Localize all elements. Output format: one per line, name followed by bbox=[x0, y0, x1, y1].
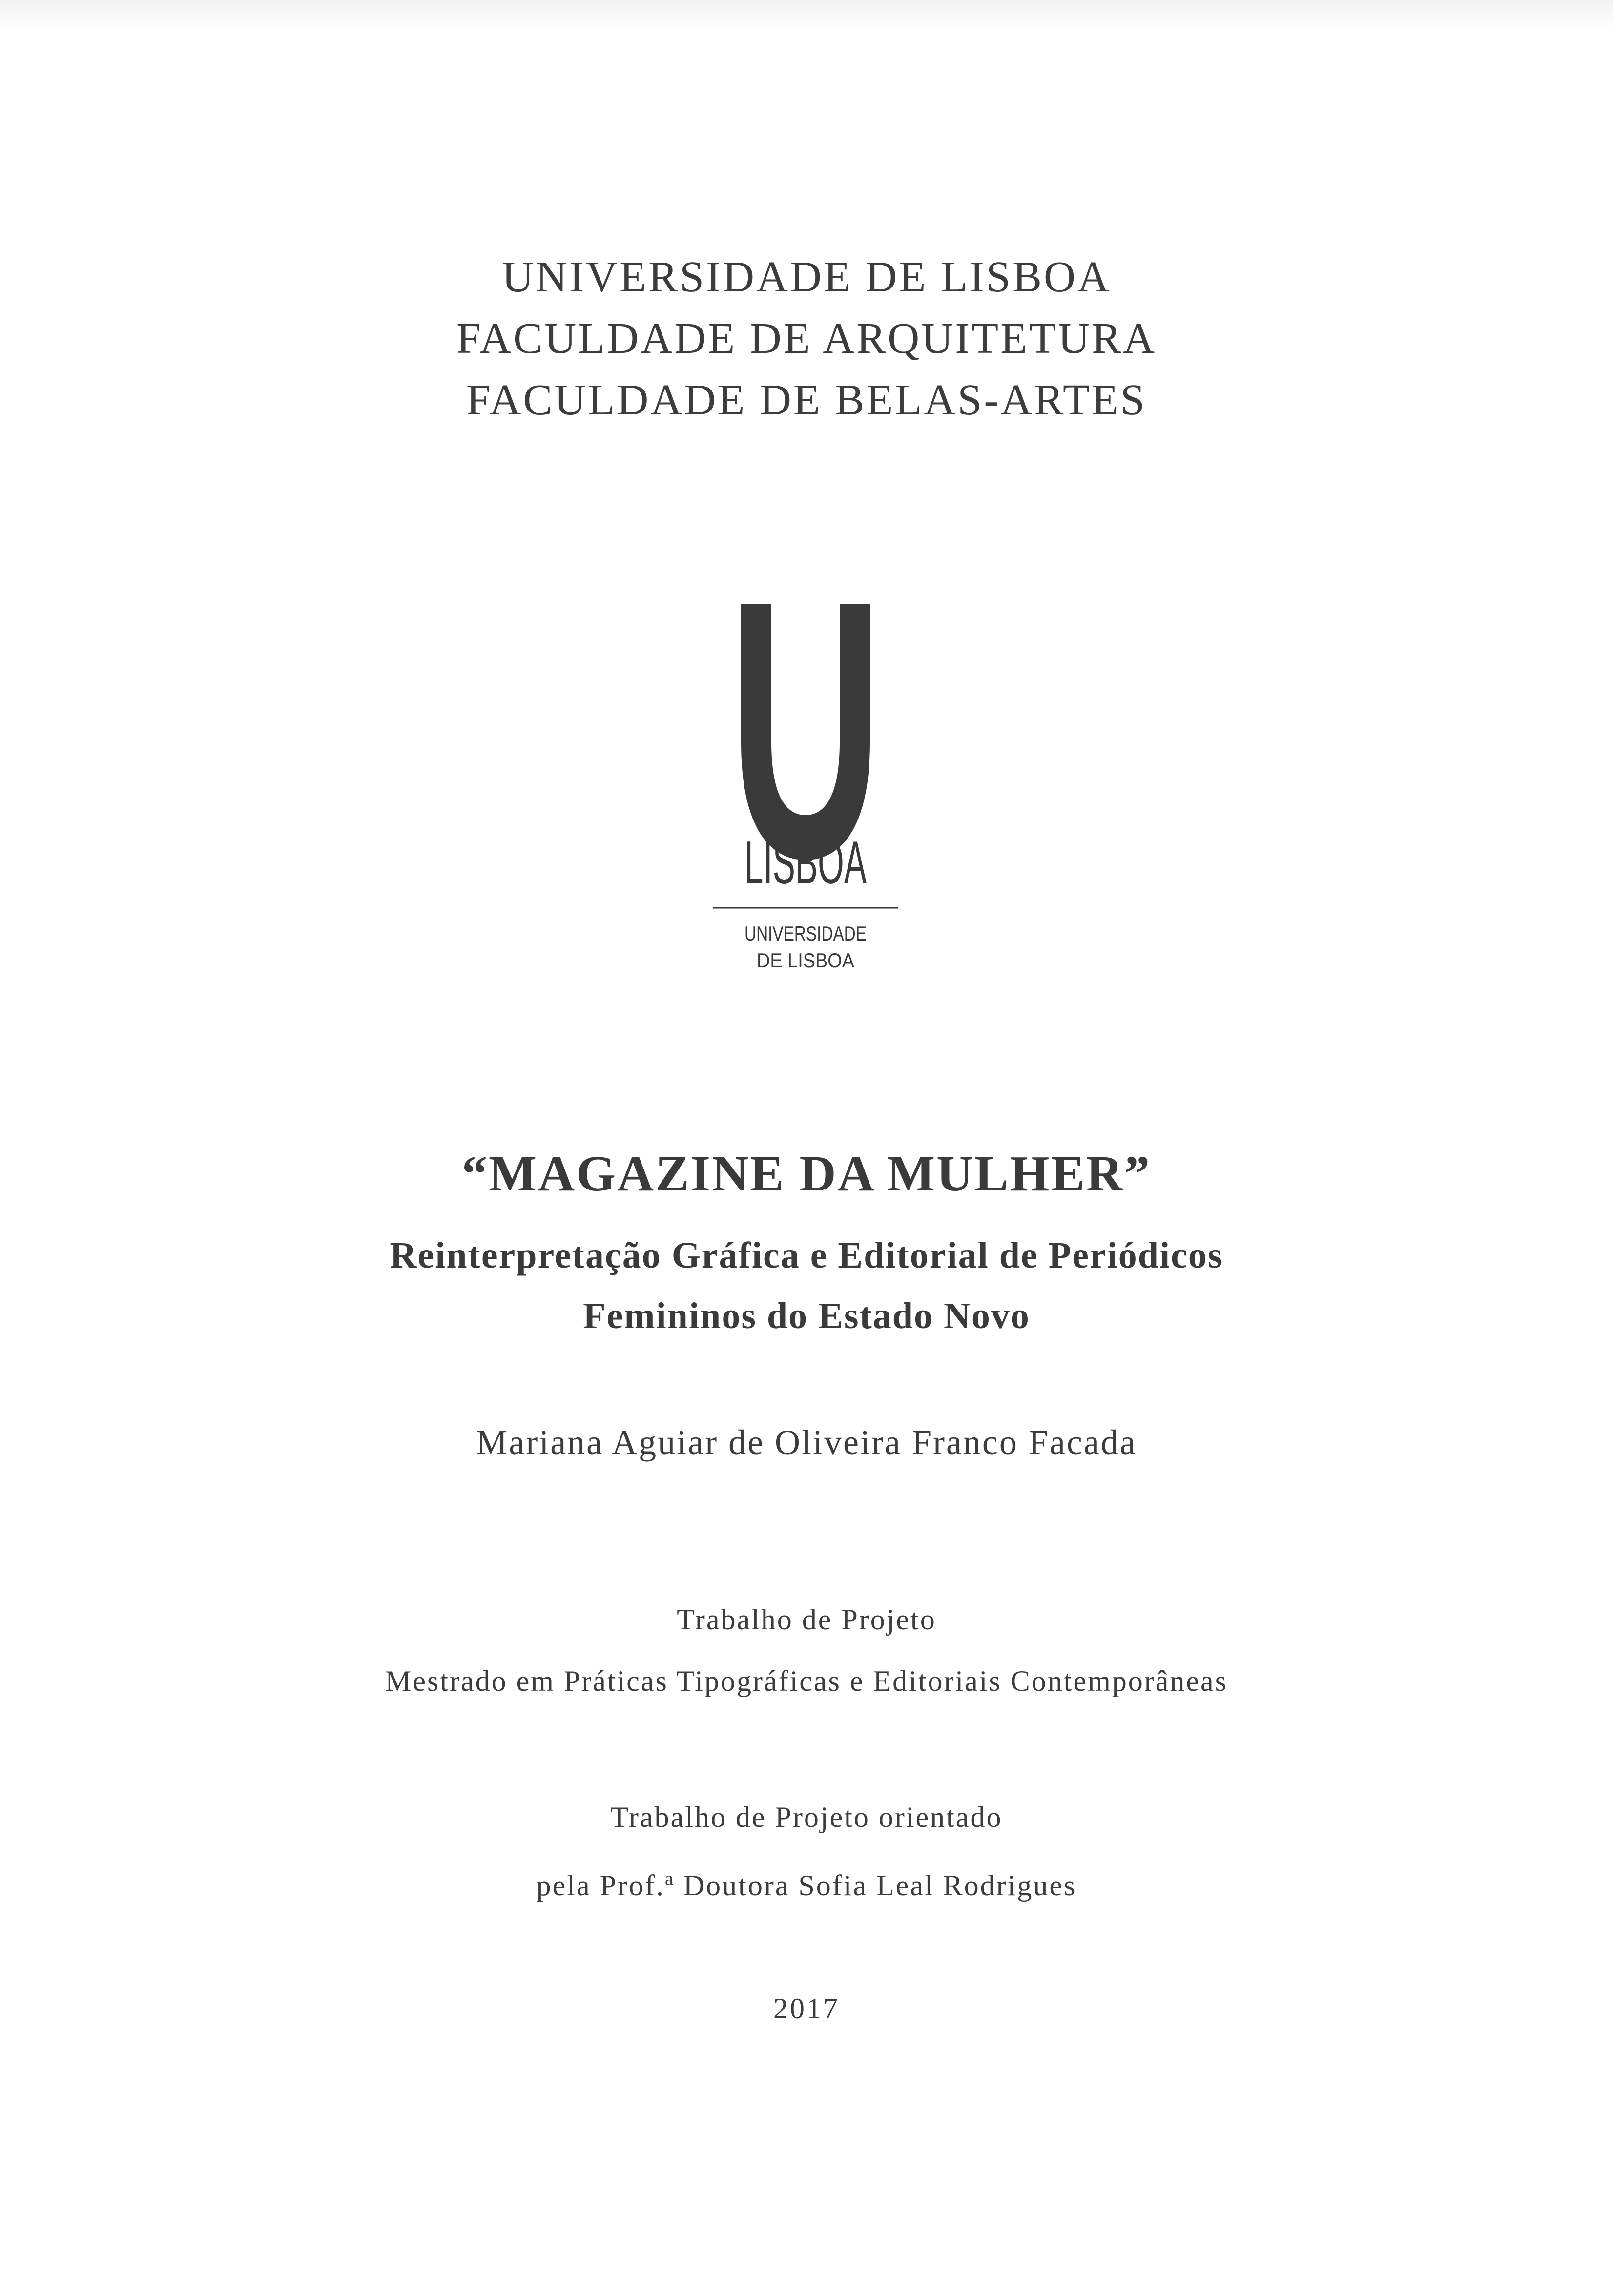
supervision-prefix: pela Prof. bbox=[536, 1869, 665, 1902]
supervision-superscript: a bbox=[664, 1868, 675, 1889]
institution-university: UNIVERSIDADE DE LISBOA bbox=[502, 253, 1111, 301]
degree-name: Mestrado em Práticas Tipográficas e Editoriais Contemporâneas bbox=[385, 1665, 1228, 1697]
institution-block bbox=[0, 246, 1613, 431]
thesis-title: “MAGAZINE DA MULHER” bbox=[461, 1146, 1152, 1202]
scan-edge bbox=[0, 0, 1613, 29]
supervision-line2 bbox=[0, 1848, 1613, 1916]
supervisor-name: Doutora Sofia Leal Rodrigues bbox=[674, 1869, 1077, 1902]
ulisboa-u-logo-icon bbox=[683, 595, 928, 986]
author-name: Mariana Aguiar de Oliveira Franco Facada bbox=[476, 1423, 1137, 1462]
supervision-line1: Trabalho de Projeto orientado bbox=[610, 1801, 1003, 1833]
institution-faculty-fine-arts: FACULDADE DE BELAS-ARTES bbox=[466, 376, 1147, 424]
work-type: Trabalho de Projeto bbox=[677, 1603, 936, 1636]
institution-faculty-architecture: FACULDADE DE ARQUITETURA bbox=[456, 314, 1157, 363]
thesis-subtitle bbox=[0, 1225, 1613, 1346]
logo-caption-line2: DE LISBOA bbox=[757, 949, 854, 972]
subtitle-line2: Femininos do Estado Novo bbox=[583, 1295, 1030, 1336]
logo-wordmark: LISBOA bbox=[744, 829, 867, 897]
ulisboa-logo bbox=[683, 595, 928, 986]
logo-caption-line1: UNIVERSIDADE bbox=[744, 922, 867, 945]
subtitle-line1: Reinterpretação Gráfica e Editorial de Periódicos bbox=[390, 1235, 1223, 1276]
year: 2017 bbox=[773, 1992, 840, 2025]
supervision-block bbox=[0, 1786, 1613, 1916]
work-block bbox=[0, 1589, 1613, 1712]
